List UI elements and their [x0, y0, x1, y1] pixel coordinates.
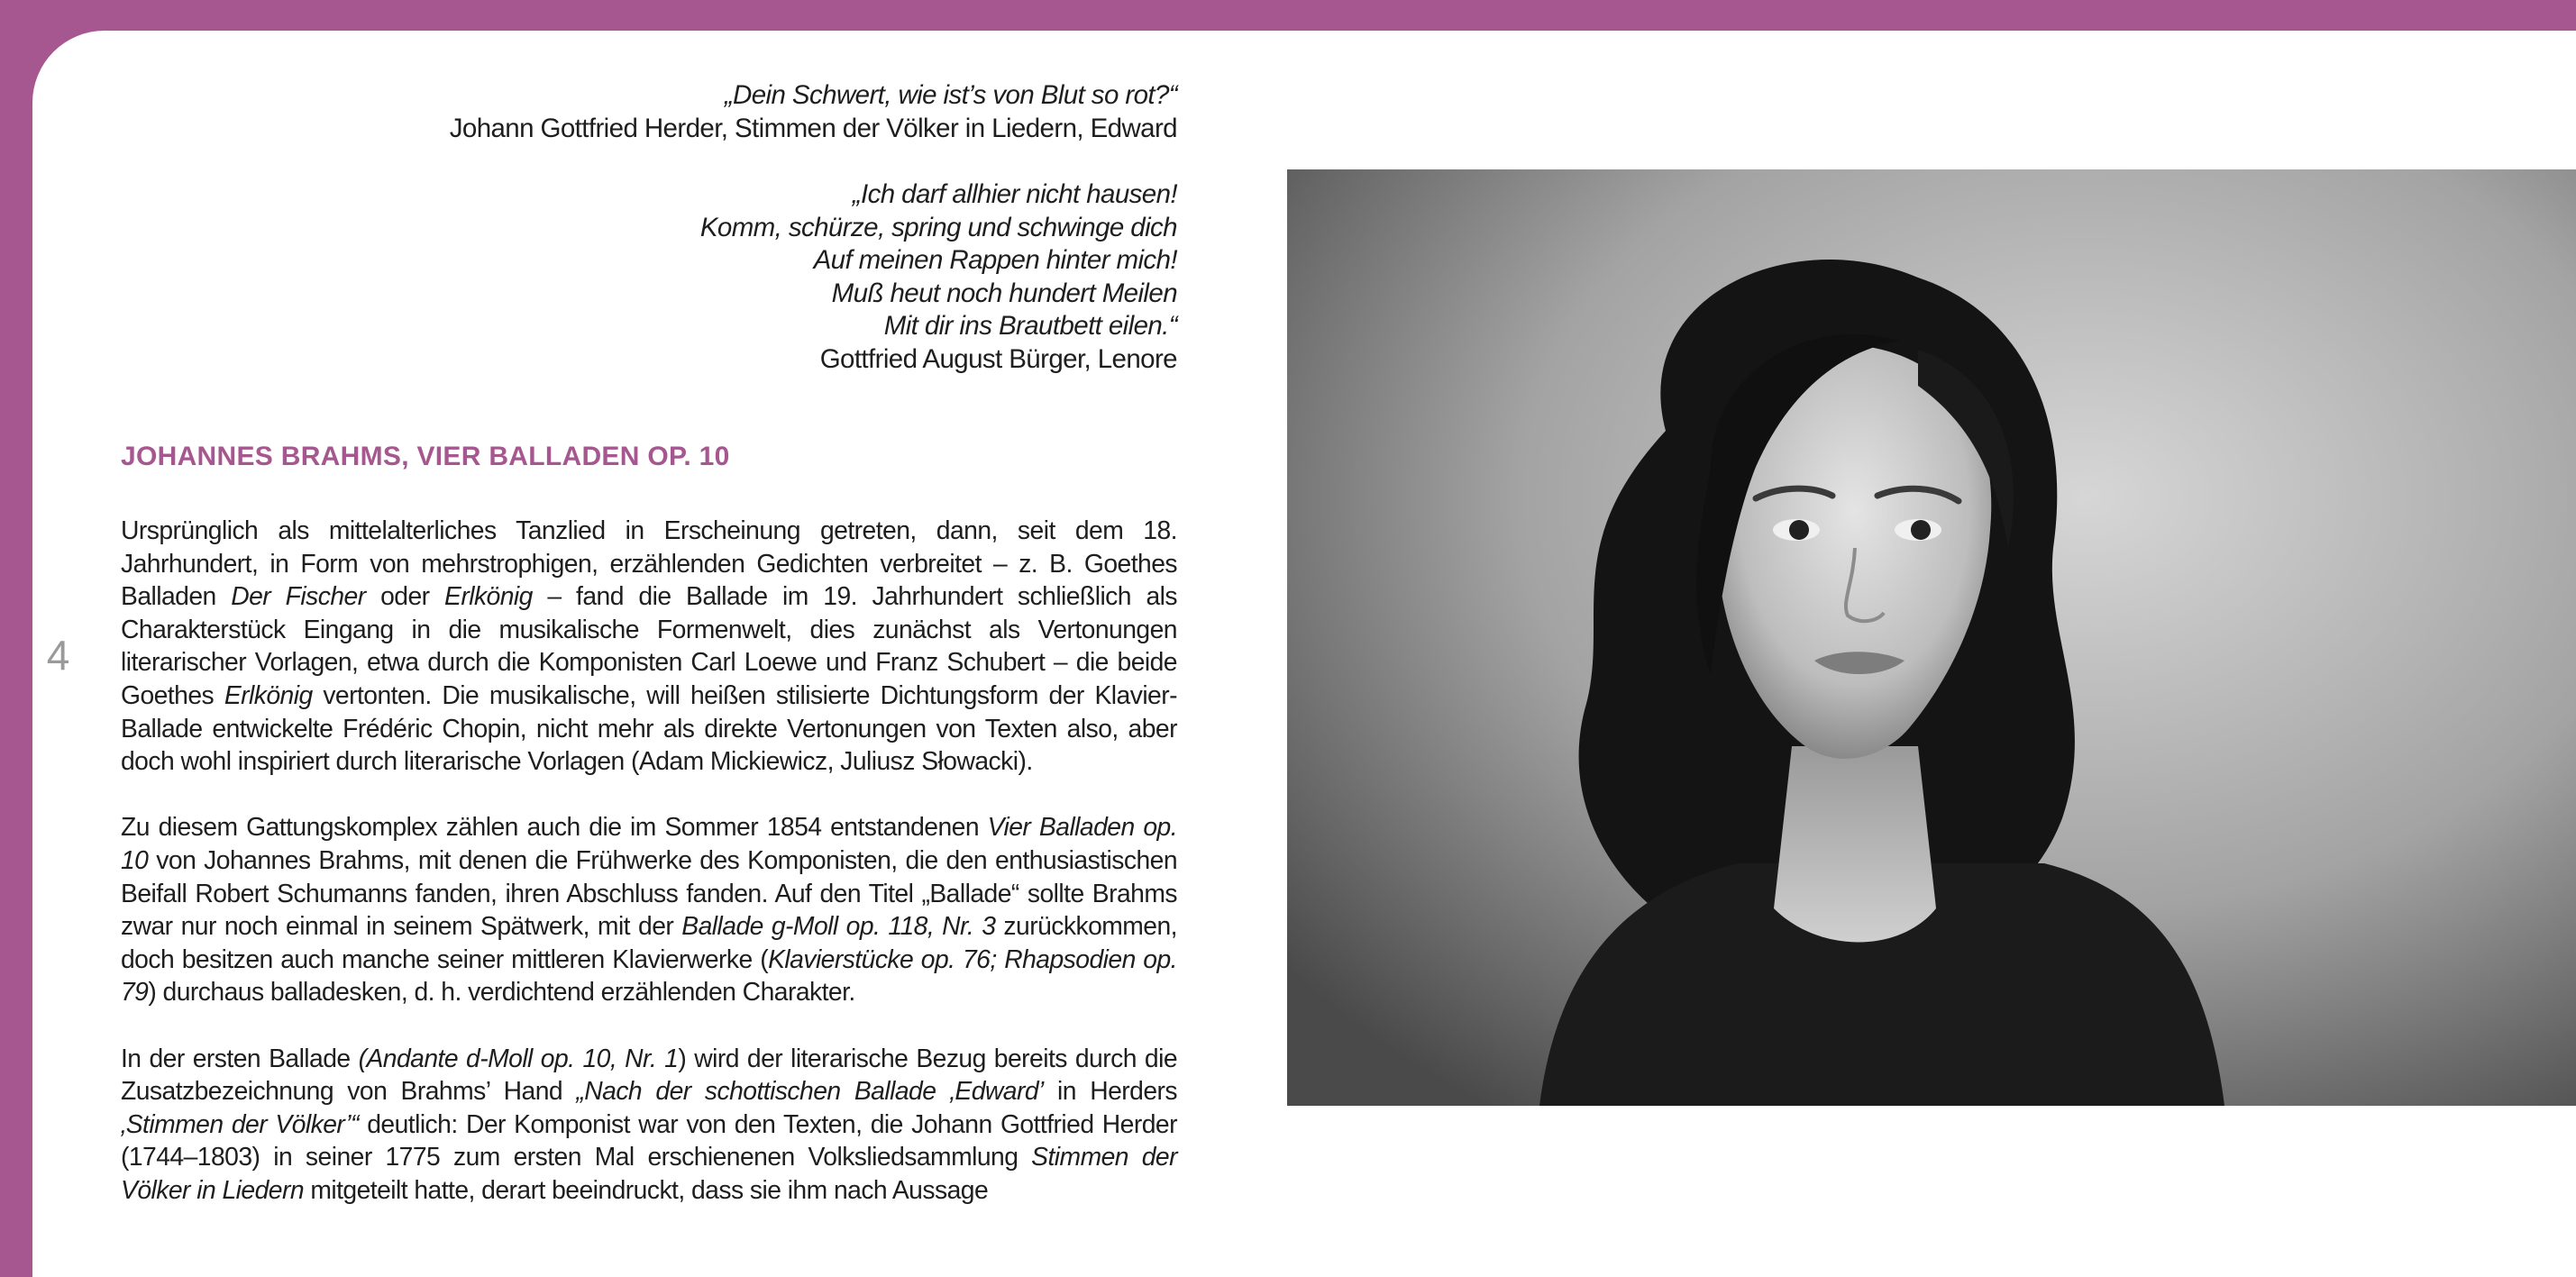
italic-text-run: Erlkönig [224, 680, 313, 709]
text-run: von Johannes Brahms, mit denen die Frühwerke des Komponisten, die den enthusiastischen Beifall Robert Schumanns fanden, ihren Abschluss fanden. Auf den Titel „Ballade“ sollte Brahms zwar nur noch einmal in seinem Spätwerk, mit der [121, 844, 1177, 941]
portrait-photo [1287, 169, 2576, 1106]
epigraph-source: Gottfried August Bürger, Lenore [819, 343, 1177, 374]
text-run: In der ersten Ballade [121, 1043, 359, 1072]
epigraph-quote-line: „Dein Schwert, wie ist’s von Blut so rot?“ [724, 80, 1177, 110]
epigraph-quote-line: Auf meinen Rappen hinter mich! [813, 245, 1177, 275]
text-run: oder [365, 581, 445, 611]
body-paragraph [121, 1042, 1177, 1207]
epigraph-source: Johann Gottfried Herder, Stimmen der Völker in Liedern, Edward [449, 113, 1177, 143]
italic-text-run: Vier Balladen op. 10 [121, 812, 1178, 874]
italic-text-run: „Nach der schottischen Ballade ‚Edward’ [576, 1076, 1044, 1106]
body-text [121, 514, 1177, 1239]
text-run: ) wird der literarische Bezug bereits durch die Zusatzbezeichnung von Brahms’ Hand [121, 1043, 1178, 1106]
italic-text-run: Ballade g-Moll op. 118, Nr. 3 [681, 911, 996, 941]
epigraph-quote-line: „Ich darf allhier nicht hausen! [852, 179, 1177, 209]
epigraph-quote-line: Komm, schürze, spring und schwinge dich [699, 212, 1177, 242]
text-run: deutlich: Der Komponist war von den Texten, die Johann Gottfried Herder (1744–1803) in seiner 1775 zum ersten Mal erschienenen Volksliedsammlung [121, 1108, 1177, 1172]
body-paragraph [121, 514, 1177, 778]
section-heading: JOHANNES BRAHMS, VIER BALLADEN OP. 10 [121, 442, 730, 471]
text-run: vertonten. Die musikalische, will heißen stilisierte Dichtungsform der Klavier-Ballade entwickelte Frédéric Chopin, nicht mehr als direkte Vertonungen von Texten also, aber doch wohl inspiriert durch literarische Vorlagen (Adam Mickiewicz, Juliusz Słowacki). [121, 680, 1177, 776]
text-run: ) durchaus balladesken, d. h. verdichtend erzählenden Charakter. [148, 977, 855, 1007]
text-run: – fand die Ballade im 19. Jahrhundert schließlich als Charakterstück Eingang in die musikalische Formenwelt, dies zunächst als Vertonungen literarischer Vorlagen, etwa durch die Komponisten Carl Loewe und Franz Schubert – die beide Goethes [121, 581, 1177, 709]
italic-text-run: (Andante d-Moll op. 10, Nr. 1 [358, 1043, 679, 1072]
text-run: Ursprünglich als mittelalterliches Tanzlied in Erscheinung getreten, dann, seit dem 18. Jahrhundert, in Form von mehrstrophigen, erzählenden Gedichten verbreitet – z. B. Goethes Balladen [121, 515, 1177, 611]
epigraph-herder [366, 79, 1177, 145]
epigraph-buerger [366, 178, 1177, 376]
italic-text-run: ‚Stimmen der Völker’“ [121, 1108, 359, 1138]
text-run: zurückkommen, doch besitzen auch manche seiner mittleren Klavierwerke ( [121, 911, 1177, 973]
epigraph-quote-line: Muß heut noch hundert Meilen [831, 278, 1177, 308]
epigraph-quote-line: Mit dir ins Brautbett eilen.“ [883, 311, 1177, 341]
portrait-illustration [1287, 169, 2576, 1106]
text-run: in Herders [1043, 1076, 1177, 1106]
text-run: mitgeteilt hatte, derart beeindruckt, dass sie ihm nach Aussage [304, 1174, 989, 1204]
italic-text-run: Der Fischer [231, 581, 366, 611]
text-run: Zu diesem Gattungskomplex zählen auch die im Sommer 1854 entstandenen [121, 812, 988, 842]
italic-text-run: Erlkönig [444, 581, 533, 611]
italic-text-run: Stimmen der Völker in Liedern [121, 1142, 1177, 1204]
italic-text-run: Klavierstücke op. 76; Rhapsodien op. 79 [121, 944, 1177, 1007]
body-paragraph [121, 810, 1177, 1008]
page-number: 4 [46, 632, 69, 679]
